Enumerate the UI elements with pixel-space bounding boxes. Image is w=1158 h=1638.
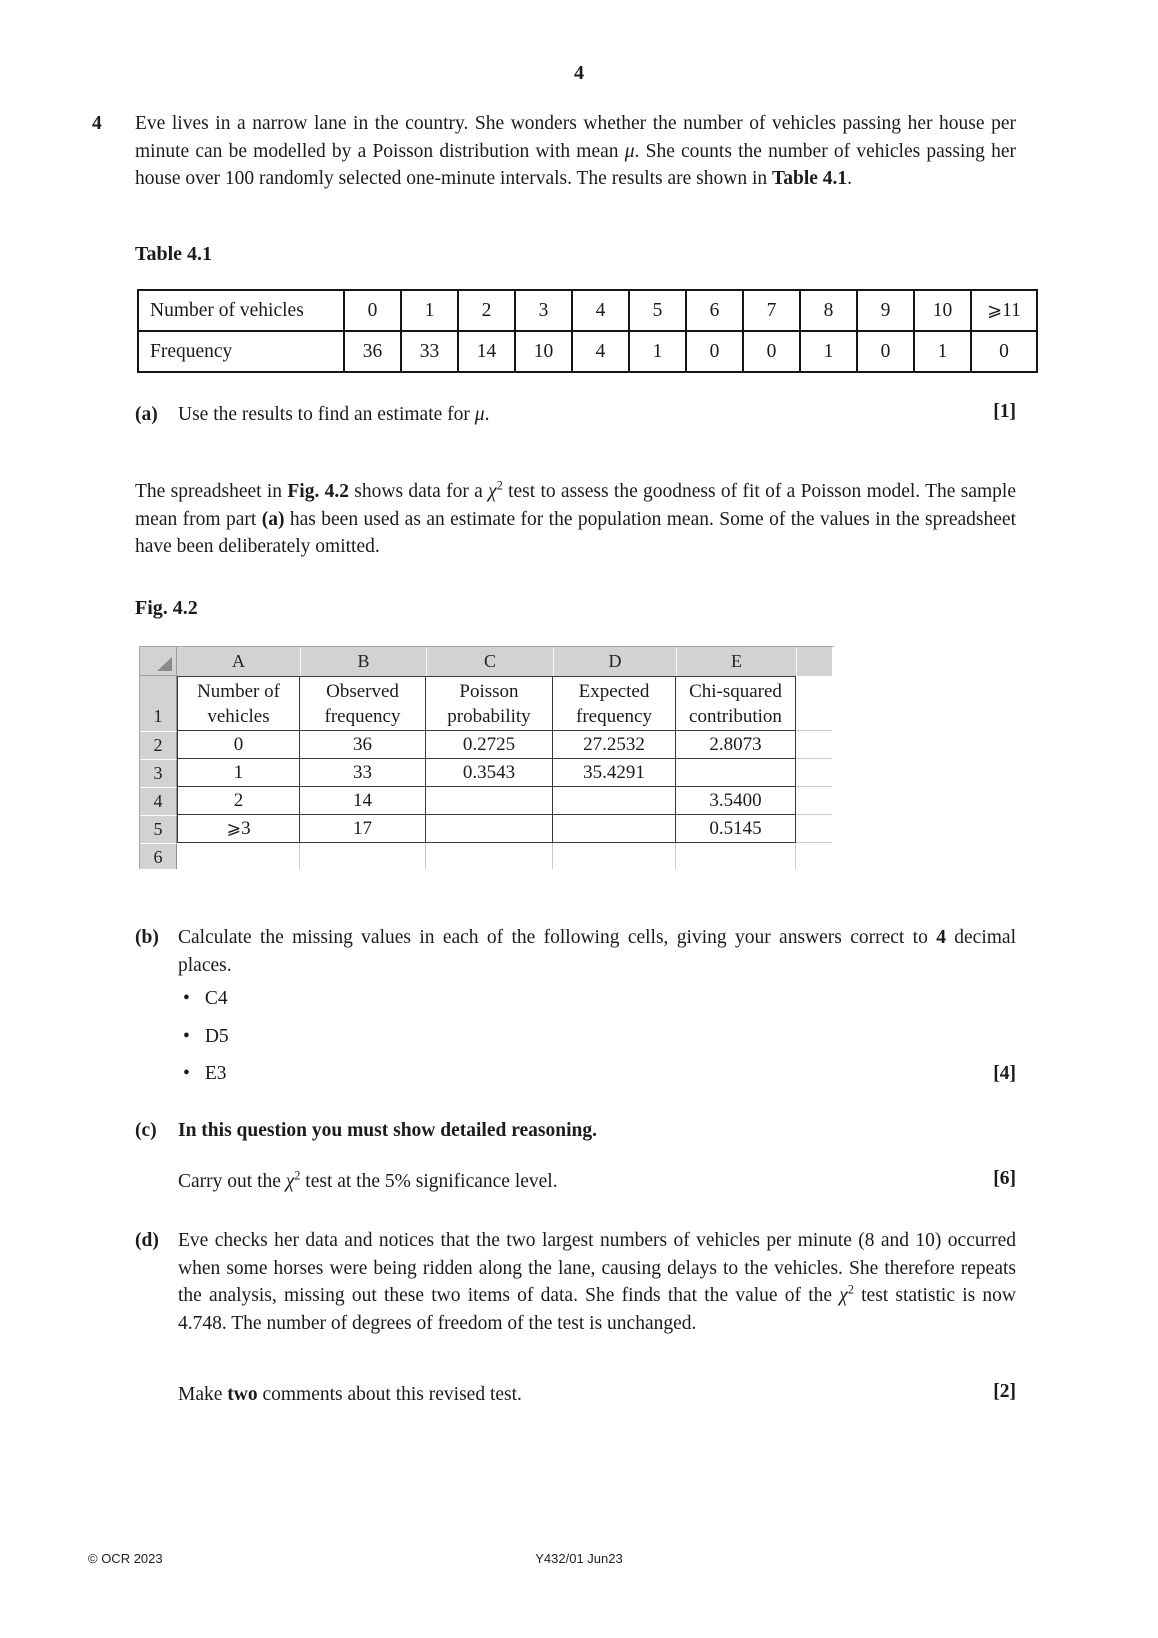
spreadsheet-row-4 <box>140 787 834 815</box>
bullet-c4 <box>183 988 228 1010</box>
sheet-cell-b5: 17 <box>300 815 426 843</box>
table-cell: 7 <box>743 290 800 331</box>
select-all-corner <box>140 647 177 676</box>
table-cell: 9 <box>857 290 914 331</box>
sheet-cell-c1: Poisson probability <box>426 676 553 731</box>
column-header-c: C <box>426 647 553 676</box>
page-number: 4 <box>574 62 584 84</box>
table-cell: 10 <box>914 290 971 331</box>
sheet-cell-d3: 35.4291 <box>553 759 676 787</box>
bullet-d5 <box>183 1026 229 1048</box>
part-c-label: (c) <box>135 1120 157 1141</box>
table-cell-geq11: ⩾11 <box>971 290 1037 331</box>
spreadsheet-row-3 <box>140 759 834 787</box>
table-cell: 0 <box>971 331 1037 372</box>
sheet-cell-e5: 0.5145 <box>676 815 796 843</box>
part-a-label: (a) <box>135 404 158 425</box>
column-header-b: B <box>300 647 426 676</box>
row-number: 5 <box>140 815 177 843</box>
sheet-cell-a3: 1 <box>177 759 300 787</box>
spreadsheet-row-5 <box>140 815 834 843</box>
fig-intro-paragraph: The spreadsheet in Fig. 4.2 shows data for a $\chi^2$ test to assess the goodness of fit of a Poisson model. The sample mean from part (a) has been used as an estimate for the population mean. Some of the values in the spreadsheet have been deliberately omitted. <box>135 478 1016 557</box>
table-cell: 1 <box>914 331 971 372</box>
sheet-cell-c4 <box>426 787 553 815</box>
bullet-icon: • <box>183 1063 190 1084</box>
row-number: 4 <box>140 787 177 815</box>
row-number: 1 <box>140 676 177 731</box>
table-cell: 36 <box>344 331 401 372</box>
sheet-cell-b6-partial <box>300 843 426 869</box>
sheet-cell-d6-partial <box>553 843 676 869</box>
question-intro-text: Eve lives in a narrow lane in the country. She wonders whether the number of vehicles passing her house per minute can be modelled by a Poisson distribution with mean μ. She counts the number of vehicles passing her house over 100 randomly selected one-minute intervals. The results are shown in Table 4.1. <box>135 113 1016 189</box>
sheet-cell-a5: ⩾ 3 <box>177 815 300 843</box>
sheet-cell-f6-partial <box>796 843 832 869</box>
table-cell: 4 <box>572 290 629 331</box>
sheet-cell-f2-partial <box>796 731 832 759</box>
part-d-closing <box>135 1381 1016 1409</box>
part-b-text: Calculate the missing values in each of the following cells, giving your answers correct to 4 decimal places. <box>178 927 1016 976</box>
sheet-cell-f5-partial <box>796 815 832 843</box>
table-cell: 0 <box>857 331 914 372</box>
column-header-a: A <box>177 647 300 676</box>
table-cell: 14 <box>458 331 515 372</box>
table-cell: 0 <box>743 331 800 372</box>
part-b-label: (b) <box>135 927 159 948</box>
part-b <box>135 924 1016 979</box>
question-number: 4 <box>92 113 102 134</box>
part-d-closing-text: Make two comments about this revised test. <box>178 1384 522 1405</box>
sheet-cell-e2: 2.8073 <box>676 731 796 759</box>
table-cell: 3 <box>515 290 572 331</box>
column-header-d: D <box>553 647 676 676</box>
table-row-label: Number of vehicles <box>138 290 344 331</box>
sheet-cell-b1: Observed frequency <box>300 676 426 731</box>
fig-4-2-label: Fig. 4.2 <box>135 597 198 619</box>
sheet-cell-b4: 14 <box>300 787 426 815</box>
sheet-cell-c3: 0.3543 <box>426 759 553 787</box>
table-row <box>138 331 1037 372</box>
part-c-body <box>135 1168 1016 1196</box>
bullet-icon: • <box>183 988 190 1009</box>
sheet-cell-d5 <box>553 815 676 843</box>
sheet-cell-f4-partial <box>796 787 832 815</box>
part-c-heading: In this question you must show detailed reasoning. <box>178 1120 597 1141</box>
table-cell: 1 <box>401 290 458 331</box>
bullet-label: D5 <box>204 1026 229 1047</box>
mark-a: [1] <box>993 401 1016 422</box>
part-c <box>135 1117 1016 1145</box>
sheet-cell-e4: 3.5400 <box>676 787 796 815</box>
spreadsheet-row-6-partial <box>140 843 834 869</box>
sheet-cell-c6-partial <box>426 843 553 869</box>
table-cell: 5 <box>629 290 686 331</box>
bullet-icon: • <box>183 1026 190 1047</box>
sheet-cell-b3: 33 <box>300 759 426 787</box>
sheet-cell-a4: 2 <box>177 787 300 815</box>
table-cell: 4 <box>572 331 629 372</box>
table-cell: 8 <box>800 290 857 331</box>
sheet-cell-b2: 36 <box>300 731 426 759</box>
table-cell: 0 <box>686 331 743 372</box>
part-d-label: (d) <box>135 1230 159 1251</box>
mark-b: [4] <box>993 1063 1016 1084</box>
sheet-cell-d1: Expected frequency <box>553 676 676 731</box>
sheet-cell-a1: Number of vehicles <box>177 676 300 731</box>
column-header-f-partial <box>796 647 832 676</box>
row-number: 3 <box>140 759 177 787</box>
table-row-label: Frequency <box>138 331 344 372</box>
part-c-text: Carry out the $\chi^2$ test at the 5% significance level. <box>178 1168 558 1192</box>
row-number: 2 <box>140 731 177 759</box>
footer-paper-code: Y432/01 Jun23 <box>535 1551 623 1566</box>
sheet-cell-c2: 0.2725 <box>426 731 553 759</box>
table-cell: 0 <box>344 290 401 331</box>
table-cell: 33 <box>401 331 458 372</box>
bullet-label: C4 <box>204 988 228 1009</box>
table-cell: 2 <box>458 290 515 331</box>
corner-triangle-icon <box>157 656 172 671</box>
sheet-cell-c5 <box>426 815 553 843</box>
row-number: 6 <box>140 843 177 869</box>
mark-d: [2] <box>993 1381 1016 1402</box>
sheet-cell-f3-partial <box>796 759 832 787</box>
table-cell: 1 <box>629 331 686 372</box>
sheet-cell-e6-partial <box>676 843 796 869</box>
part-d-text: Eve checks her data and notices that the two largest numbers of vehicles per minute (8 and 10) occurred when some horses were being ridden along the lane, causing delays to the vehicles. She therefore repeats the analysis, missing out these two items of data. She finds that the value of the $\chi^2$ test statistic is now 4.748. The number of degrees of freedom of the test is unchanged. <box>178 1230 1016 1334</box>
spreadsheet-row-1 <box>140 676 834 731</box>
column-header-e: E <box>676 647 796 676</box>
sheet-cell-e3 <box>676 759 796 787</box>
table-cell: 6 <box>686 290 743 331</box>
table-row <box>138 290 1037 331</box>
spreadsheet-letter-row <box>140 647 834 676</box>
sheet-cell-e1: Chi-squared contribution <box>676 676 796 731</box>
spreadsheet-fig-4-2 <box>139 646 834 869</box>
table-cell: 10 <box>515 331 572 372</box>
footer-copyright: © OCR 2023 <box>88 1551 163 1566</box>
sheet-cell-a6-partial <box>177 843 300 869</box>
table-4-1-title: Table 4.1 <box>135 243 213 265</box>
sheet-cell-a2: 0 <box>177 731 300 759</box>
bullet-e3 <box>183 1063 227 1085</box>
bullet-label: E3 <box>204 1063 227 1084</box>
sheet-cell-f1-partial <box>796 676 832 731</box>
part-d <box>135 1227 1016 1337</box>
part-a <box>135 401 1016 429</box>
part-a-text: Use the results to find an estimate for μ. <box>178 404 490 425</box>
mark-c: [6] <box>993 1168 1016 1189</box>
table-cell: 1 <box>800 331 857 372</box>
sheet-cell-d4 <box>553 787 676 815</box>
spreadsheet-row-2 <box>140 731 834 759</box>
table-4-1 <box>137 289 1038 373</box>
sheet-cell-d2: 27.2532 <box>553 731 676 759</box>
question-intro <box>92 110 1016 193</box>
